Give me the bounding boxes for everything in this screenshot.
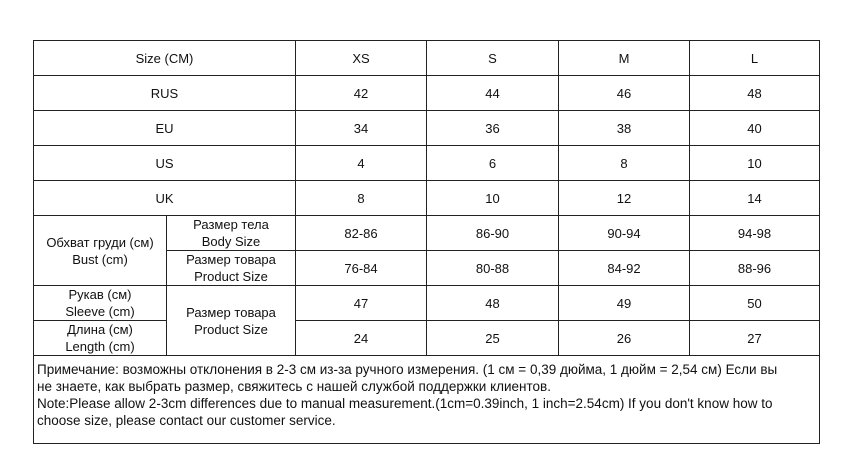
table-cell: 10 [690, 146, 820, 181]
size-s-header: S [427, 41, 559, 76]
table-cell: 90-94 [559, 216, 690, 251]
table-cell: 80-88 [427, 251, 559, 286]
note-ru-line-1: Примечание: возможны отклонения в 2-3 см из-за ручного измерения. (1 см = 0,39 дюйма, 1 дюйм = 2,54 см) Если вы [37, 362, 778, 377]
size-l-header: L [690, 41, 820, 76]
table-cell: 8 [296, 181, 427, 216]
note-row [34, 356, 820, 444]
table-cell: 27 [690, 321, 820, 356]
table-cell: 49 [559, 286, 690, 321]
table-cell: 14 [690, 181, 820, 216]
note-ru-line-2: не знаете, как выбрать размер, свяжитесь с нашей службой поддержки клиентов. [37, 379, 551, 394]
table-cell: 4 [296, 146, 427, 181]
table-cell: 84-92 [559, 251, 690, 286]
size-m-header: M [559, 41, 690, 76]
table-cell: 8 [559, 146, 690, 181]
row-label: RUS [34, 76, 296, 111]
bust-body-row [34, 216, 820, 251]
table-cell: 25 [427, 321, 559, 356]
table-cell: 46 [559, 76, 690, 111]
length-label-en: Length (cm) [65, 339, 135, 354]
note-en-line-2: choose size, please contact our customer service. [37, 413, 336, 428]
table-cell: 24 [296, 321, 427, 356]
note-en-line-1: Note:Please allow 2-3cm differences due to manual measurement.(1cm=0.39inch, 1 inch=2.54cm) If you don't know how to [37, 396, 773, 411]
table-cell: 12 [559, 181, 690, 216]
body-size-label-en: Body Size [201, 234, 261, 249]
row-label: US [34, 146, 296, 181]
header-row [34, 41, 820, 76]
table-cell: 48 [427, 286, 559, 321]
product-size-label [167, 251, 296, 286]
table-cell: 50 [690, 286, 820, 321]
table-cell: 38 [559, 111, 690, 146]
bust-label-en: Bust (cm) [72, 251, 128, 267]
table-cell: 47 [296, 286, 427, 321]
length-row [34, 321, 820, 356]
table-cell: 48 [690, 76, 820, 111]
product-size-label-ru: Размер товара [186, 252, 276, 267]
table-cell: 42 [296, 76, 427, 111]
product-size-label-en: Product Size [194, 321, 268, 337]
uk-row [34, 181, 820, 216]
row-label: EU [34, 111, 296, 146]
eu-row [34, 111, 820, 146]
size-header-label: Size (CM) [34, 41, 296, 76]
length-label-ru: Длина (см) [67, 322, 133, 337]
table-cell: 94-98 [690, 216, 820, 251]
sleeve-row [34, 286, 820, 321]
sleeve-label-ru: Рукав (см) [68, 287, 132, 302]
us-row [34, 146, 820, 181]
table-cell: 40 [690, 111, 820, 146]
size-chart-table [33, 40, 820, 444]
body-size-label-ru: Размер тела [193, 217, 269, 232]
product-size-label-ru: Размер товара [186, 304, 276, 320]
table-cell: 36 [427, 111, 559, 146]
table-cell: 6 [427, 146, 559, 181]
measurement-note [34, 356, 820, 444]
table-cell: 76-84 [296, 251, 427, 286]
table-cell: 10 [427, 181, 559, 216]
table-cell: 34 [296, 111, 427, 146]
product-size-label [167, 286, 296, 356]
row-label: UK [34, 181, 296, 216]
length-label [34, 321, 167, 356]
table-cell: 86-90 [427, 216, 559, 251]
bust-label [34, 216, 167, 286]
body-size-label [167, 216, 296, 251]
table-cell: 44 [427, 76, 559, 111]
product-size-label-en: Product Size [194, 269, 268, 284]
sleeve-label [34, 286, 167, 321]
bust-label-ru: Обхват груди (см) [46, 234, 154, 250]
table-cell: 26 [559, 321, 690, 356]
table-cell: 82-86 [296, 216, 427, 251]
size-xs-header: XS [296, 41, 427, 76]
sleeve-label-en: Sleeve (cm) [65, 304, 135, 319]
rus-row [34, 76, 820, 111]
table-cell: 88-96 [690, 251, 820, 286]
